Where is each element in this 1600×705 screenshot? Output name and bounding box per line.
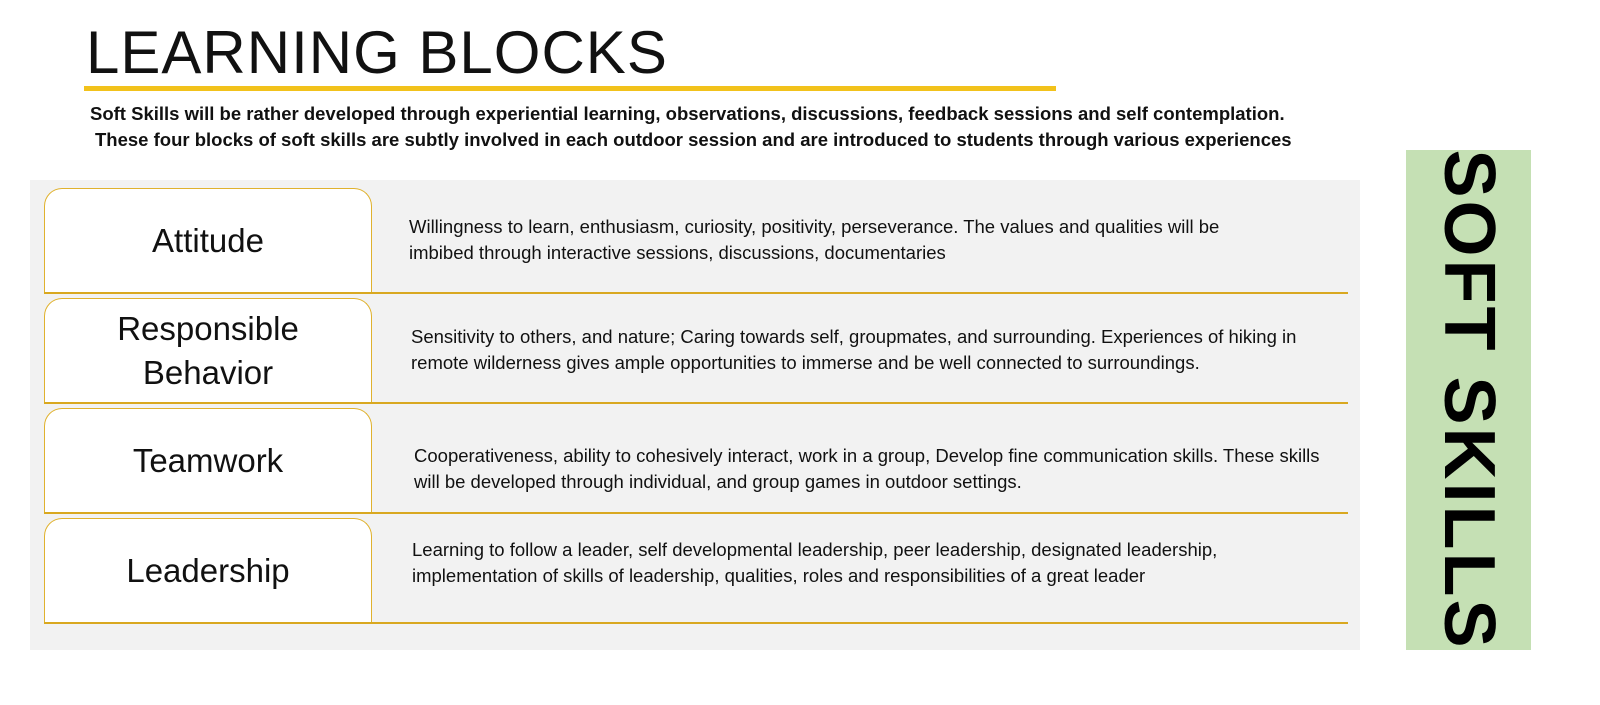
block-divider	[44, 292, 1348, 294]
block-leadership	[44, 518, 1348, 624]
intro-text	[90, 101, 1320, 153]
block-divider	[44, 512, 1348, 514]
block-description: Sensitivity to others, and nature; Caring towards self, groupmates, and surrounding. Experiences of hiking in remote wilderness gives ample opportunities to immerse and be well connected to surroundings.	[411, 326, 1297, 373]
block-tab	[44, 518, 372, 622]
block-label: Responsible Behavior	[117, 309, 299, 391]
soft-skills-banner-text: SOFT SKILLS	[1428, 149, 1509, 651]
block-label: Attitude	[152, 221, 264, 259]
block-label: Teamwork	[132, 441, 284, 479]
intro-line-1: Soft Skills will be rather developed through experiential learning, observations, discussions, feedback sessions and self contemplation.	[90, 103, 1285, 124]
block-tab	[44, 298, 372, 402]
block-label: Leadership	[126, 551, 290, 589]
soft-skills-banner	[1406, 150, 1531, 650]
block-teamwork	[44, 408, 1348, 514]
page-title: LEARNING BLOCKS	[86, 19, 668, 86]
block-attitude	[44, 188, 1348, 294]
block-description: Cooperativeness, ability to cohesively interact, work in a group, Develop fine communication skills. These skills will be developed through individual, and group games in outdoor settings.	[414, 445, 1320, 492]
title-underline	[84, 86, 1056, 91]
block-responsible-behavior	[44, 298, 1348, 404]
block-description: Learning to follow a leader, self developmental leadership, peer leadership, designated leadership, implementation of skills of leadership, qualities, roles and responsibilities of a great leader	[412, 539, 1218, 586]
block-divider	[44, 622, 1348, 624]
learning-blocks-panel	[30, 180, 1360, 650]
block-divider	[44, 402, 1348, 404]
block-tab	[44, 188, 372, 292]
block-description: Willingness to learn, enthusiasm, curiosity, positivity, perseverance. The values and qualities will be imbibed through interactive sessions, discussions, documentaries	[409, 216, 1220, 263]
intro-line-2: These four blocks of soft skills are subtly involved in each outdoor session and are introduced to students through various experiences	[95, 129, 1292, 150]
block-tab	[44, 408, 372, 512]
